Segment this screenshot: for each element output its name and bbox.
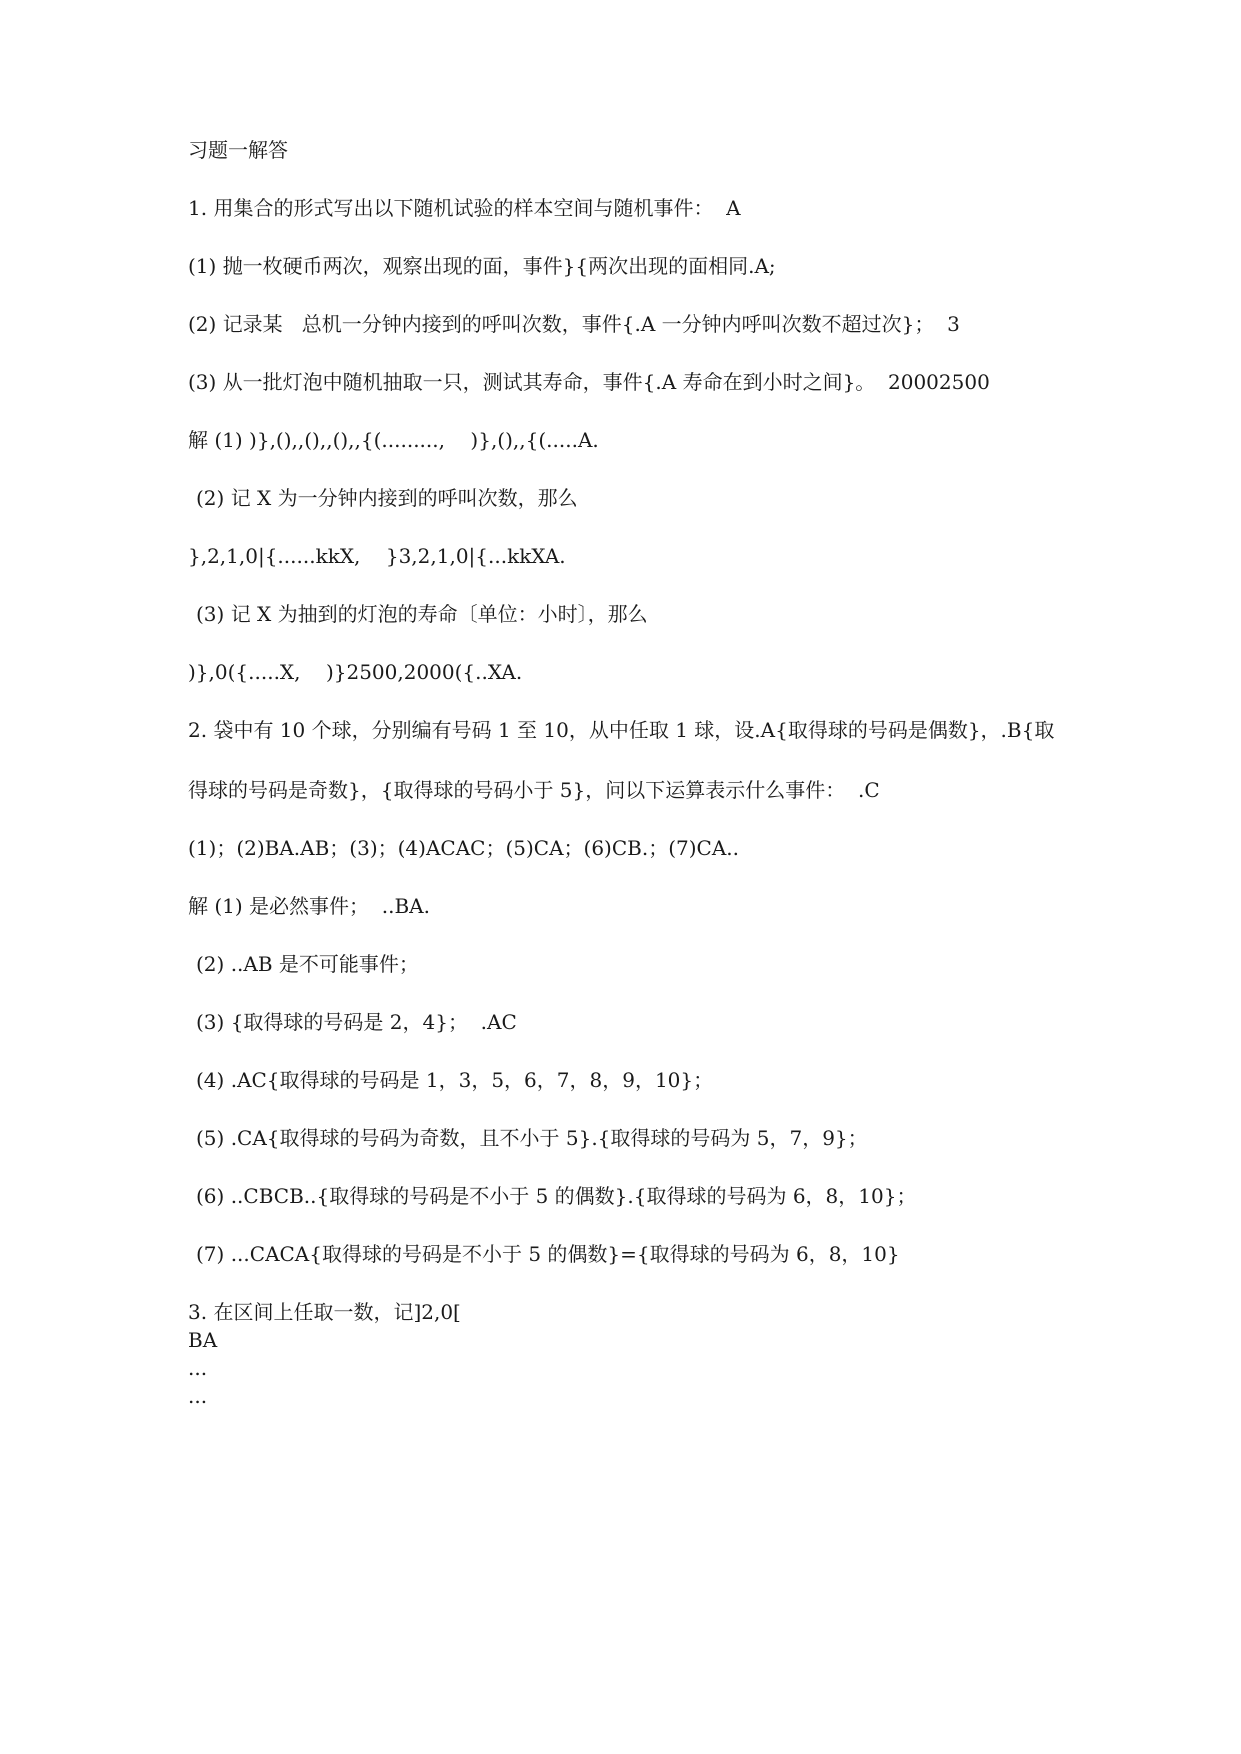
answer-2-part-1: 解 (1) 是必然事件； ..BA. [188,894,430,918]
answer-1-part-1: 解 (1) )},(),,(),,(),,{(........., )},(),,{(.....A. [188,428,599,452]
document-title: 习题一解答 [188,138,288,162]
answer-1-part-3: (3) 记 X 为抽到的灯泡的寿命〔单位：小时〕，那么 [196,602,648,626]
question-3: 3. 在区间上任取一数，记]2,0[ [188,1300,461,1324]
answer-2-part-4: (4) .AC{取得球的号码是 1，3，5，6，7，8，9，10}； [196,1068,714,1092]
question-1-part-2: (2) 记录某 总机一分钟内接到的呼叫次数，事件{.A 一分钟内呼叫次数不超过次}； 3 [188,312,960,336]
question-3-ellipsis-1: ... [188,1356,208,1380]
answer-1-part-2-formula: },2,1,0|{......kkX, }3,2,1,0|{...kkXA. [188,544,566,568]
answer-2-part-3: (3) {取得球的号码是 2，4}； .AC [196,1010,517,1034]
question-1: 1. 用集合的形式写出以下随机试验的样本空间与随机事件： A [188,196,741,220]
answer-1-part-3-formula: )},0({.....X, )}2500,2000({..XA. [188,660,523,684]
question-2: 2. 袋中有 10 个球，分别编有号码 1 至 10，从中任取 1 球，设.A{取得球的号码是偶数}，.B{取 [188,718,1055,742]
answer-2-part-5: (5) .CA{取得球的号码为奇数，且不小于 5}.{取得球的号码为 5，7，9}； [196,1126,868,1150]
question-3-symbols: BA [188,1328,218,1352]
question-1-part-3: (3) 从一批灯泡中随机抽取一只，测试其寿命，事件{.A 寿命在到小时之间}。 20002500 [188,370,990,394]
question-2-operations: (1)；(2)BA.AB；(3)；(4)ACAC；(5)CA；(6)CB.；(7)CA.. [188,836,740,860]
answer-2-part-6: (6) ..CBCB..{取得球的号码是不小于 5 的偶数}.{取得球的号码为 6，8，10}； [196,1184,917,1208]
answer-2-part-2: (2) ..AB 是不可能事件； [196,952,419,976]
question-2-continued: 得球的号码是奇数}，{取得球的号码小于 5}，问以下运算表示什么事件： .C [188,778,880,802]
question-3-ellipsis-2: ... [188,1384,208,1408]
question-1-part-1: (1) 抛一枚硬币两次，观察出现的面，事件}{两次出现的面相同.A; [188,254,776,278]
answer-1-part-2: (2) 记 X 为一分钟内接到的呼叫次数，那么 [196,486,578,510]
answer-2-part-7: (7) ...CACA{取得球的号码是不小于 5 的偶数}={取得球的号码为 6，8，10} [196,1242,900,1266]
